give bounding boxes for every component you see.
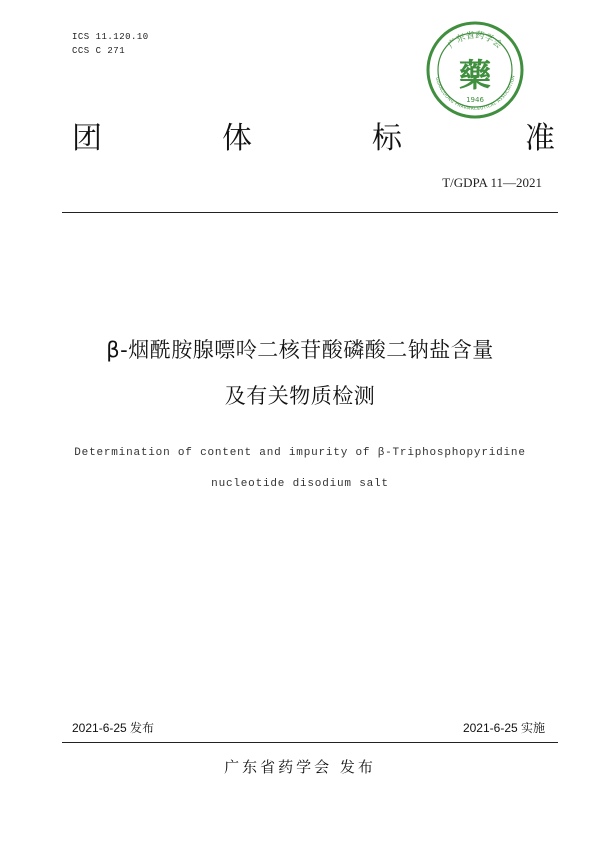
title-en-line-2: nucleotide disodium salt — [211, 478, 389, 490]
title-zh-line-1: β-烟酰胺腺嘌呤二核苷酸磷酸二钠盐含量 — [106, 338, 494, 362]
standard-type-char-2: 体 — [222, 121, 252, 156]
classification-codes — [72, 30, 149, 58]
association-seal — [425, 20, 525, 120]
standard-type-char-3: 标 — [372, 121, 402, 156]
standard-type-char-4: 准 — [525, 121, 555, 156]
title-zh-line-2: 及有关物质检测 — [224, 384, 376, 408]
publisher: 广东省药学会 发布 — [224, 758, 376, 776]
svg-text:广东省药学会 — [445, 29, 505, 51]
top-divider — [62, 212, 558, 213]
ccs-code: CCS C 271 — [72, 46, 126, 56]
title-en-line-1: Determination of content and impurity of β-Triphosphopyridine — [74, 447, 526, 459]
standard-type-char-1: 团 — [72, 121, 102, 156]
seal-ring-text: GUANGDONG PHARMACEUTICAL ASSOCIATION — [434, 74, 516, 112]
issue-date: 2021-6-25 发布 — [72, 721, 155, 735]
seal-year: 1946 — [466, 96, 484, 104]
seal-top-text: 广东省药学会 — [446, 30, 504, 51]
ics-code: ICS 11.120.10 — [72, 32, 149, 42]
implementation-date: 2021-6-25 实施 — [462, 721, 545, 735]
seal-center-char: 藥 — [458, 56, 492, 94]
standard-type — [70, 113, 560, 156]
bottom-divider — [62, 742, 558, 743]
standard-number: T/GDPA 11—2021 — [442, 175, 542, 190]
